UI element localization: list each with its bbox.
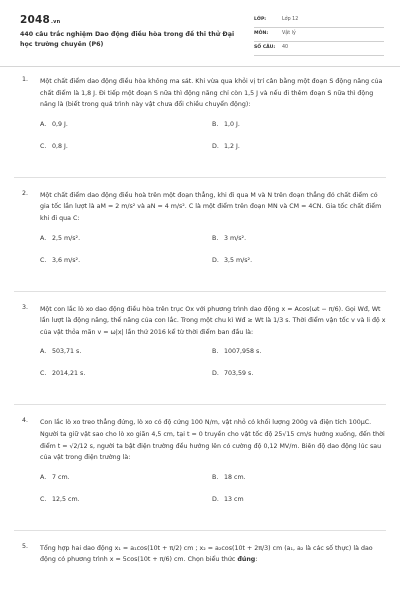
option-value: 3,6 m/s².: [52, 256, 81, 264]
option-c[interactable]: [40, 370, 85, 377]
option-value: 13 cm: [224, 495, 244, 503]
option-letter: D.: [212, 256, 219, 264]
option-letter: A.: [40, 473, 47, 481]
meta-label: SỐ CÂU:: [254, 45, 276, 50]
option-letter: B.: [212, 348, 219, 356]
options: [40, 121, 386, 165]
option-letter: C.: [40, 256, 47, 264]
option-letter: B.: [212, 234, 219, 242]
meta-row-subject: [254, 28, 384, 42]
option-d[interactable]: [212, 143, 240, 150]
option-letter: C.: [40, 142, 47, 150]
question-number: 5.: [22, 542, 29, 550]
question-number: 1.: [22, 76, 29, 83]
option-a[interactable]: [40, 474, 70, 481]
question-text: Một con lắc lò xo dao động điều hòa trên trục Ox với phương trình dao động x = Acos(ωt − π/6). Gọi Wđ, Wt lần lượt là động năng, thế năng của con lắc. Trong một chu kì Wđ ≥ Wt là 1/3 s. Thời điểm vận tốc v và li độ x của vật thỏa mãn v = ω|x| lần thứ 2016 kể từ thời điểm ban đầu là:: [40, 305, 386, 336]
option-letter: B.: [212, 473, 219, 481]
meta-value: Vật lý: [282, 31, 296, 36]
option-a[interactable]: [40, 348, 81, 355]
option-d[interactable]: [212, 257, 252, 264]
question-number: 3.: [22, 303, 29, 311]
option-value: 3 m/s².: [224, 234, 247, 242]
option-c[interactable]: [40, 257, 80, 264]
option-value: 703,59 s.: [224, 370, 254, 378]
site-logo[interactable]: [20, 14, 60, 26]
options: [40, 474, 386, 518]
option-value: 7 cm.: [52, 473, 70, 481]
question-5: [0, 543, 400, 566]
option-b[interactable]: [212, 121, 240, 128]
option-value: 1007,958 s.: [224, 348, 262, 356]
question-3: [0, 304, 400, 393]
option-value: 1,2 J.: [224, 142, 240, 150]
option-letter: D.: [212, 142, 219, 150]
question-list: [0, 76, 400, 566]
option-letter: A.: [40, 348, 47, 356]
question-text-emphasis: đúng: [237, 556, 256, 564]
question-2: [0, 190, 400, 279]
question-1: [0, 76, 400, 165]
option-value: 18 cm.: [224, 473, 246, 481]
meta-label: LỚP:: [254, 17, 267, 22]
option-a[interactable]: [40, 121, 68, 128]
document-header: [0, 0, 400, 62]
option-letter: B.: [212, 120, 219, 128]
question-text-part: :: [255, 556, 258, 564]
option-c[interactable]: [40, 143, 68, 150]
option-letter: C.: [40, 370, 47, 378]
question-text: [40, 543, 386, 566]
question-divider: [14, 177, 386, 178]
header-divider: [0, 66, 400, 67]
option-letter: D.: [212, 495, 219, 503]
option-letter: A.: [40, 234, 47, 242]
option-value: 0,8 J.: [52, 142, 68, 150]
option-b[interactable]: [212, 474, 246, 481]
option-letter: C.: [40, 495, 47, 503]
question-4: [0, 417, 400, 517]
option-value: 0,9 J.: [52, 120, 68, 128]
option-value: 2,5 m/s².: [52, 234, 81, 242]
options: [40, 348, 386, 392]
question-number: 2.: [22, 189, 29, 197]
question-divider: [14, 291, 386, 292]
meta-row-class: [254, 14, 384, 28]
option-c[interactable]: [40, 496, 80, 503]
option-b[interactable]: [212, 235, 246, 242]
question-divider: [14, 530, 386, 531]
option-a[interactable]: [40, 235, 80, 242]
question-divider: [14, 404, 386, 405]
question-text: Một chất điểm dao động điều hòa không ma sát. Khi vừa qua khỏi vị trí cân bằng một đoạn S động năng của chất điểm là 1,8 J. Đi tiếp một đoạn S nữa thì động năng chỉ còn 1,5 J và nếu đi thêm đoạn S nữa thì động năng là (biết trong quá trình này vật chưa đổi chiều chuyển động):: [40, 78, 383, 109]
question-text: Một chất điểm dao động điều hoà trên một đoạn thẳng, khi đi qua M và N trên đoạn thẳng đó chất điểm có gia tốc lần lượt là aM = 2 m/s² và aN = 4 m/s². C là một điểm trên đoạn MN và CM = 4CN. Gia tốc chất điểm khi đi qua C:: [40, 191, 382, 222]
option-d[interactable]: [212, 496, 244, 503]
question-text: Con lắc lò xo treo thẳng đứng, lò xo có độ cứng 100 N/m, vật nhỏ có khối lượng 200g và điện tích 100μC. Người ta giữ vật sao cho lò xo giãn 4,5 cm, tại t = 0 truyền cho vật tốc độ 25√15 cm/s hướng xuống, đến thời điểm t = √2/12 s, người ta bật điện trường đều hướng lên có cường độ 0,12 MV/m. Biên độ dao động lúc sau của vật trong điện trường là:: [40, 419, 385, 462]
document-title: 440 câu trắc nghiệm Dao động điều hòa trong đề thi thử Đại học trường chuyên (P6): [20, 31, 235, 48]
question-number: 4.: [22, 417, 29, 425]
question-text-part: Tổng hợp hai dao động x₁ = a₁cos(10t + π/2) cm ; x₂ = a₂cos(10t + 2π/3) cm (a₁, a₂ là các số thực) là dao động có phương trình x = 5cos(10t + π/6) cm. Chọn biểu thức: [40, 544, 373, 564]
meta-value: 40: [282, 45, 289, 50]
meta-row-count: [254, 42, 384, 56]
option-value: 503,71 s.: [52, 348, 82, 356]
option-d[interactable]: [212, 370, 253, 377]
options: [40, 235, 386, 279]
option-value: 3,5 m/s².: [224, 256, 253, 264]
logo-suffix: .vn: [51, 19, 61, 25]
option-b[interactable]: [212, 348, 261, 355]
logo-text: 2048: [20, 14, 51, 26]
option-value: 12,5 cm.: [52, 495, 80, 503]
option-letter: A.: [40, 120, 47, 128]
meta-table: [254, 14, 384, 56]
meta-label: MÔN:: [254, 31, 269, 36]
option-letter: D.: [212, 370, 219, 378]
meta-value: Lớp 12: [282, 17, 299, 22]
option-value: 1,0 J.: [224, 120, 240, 128]
option-value: 2014,21 s.: [52, 370, 86, 378]
